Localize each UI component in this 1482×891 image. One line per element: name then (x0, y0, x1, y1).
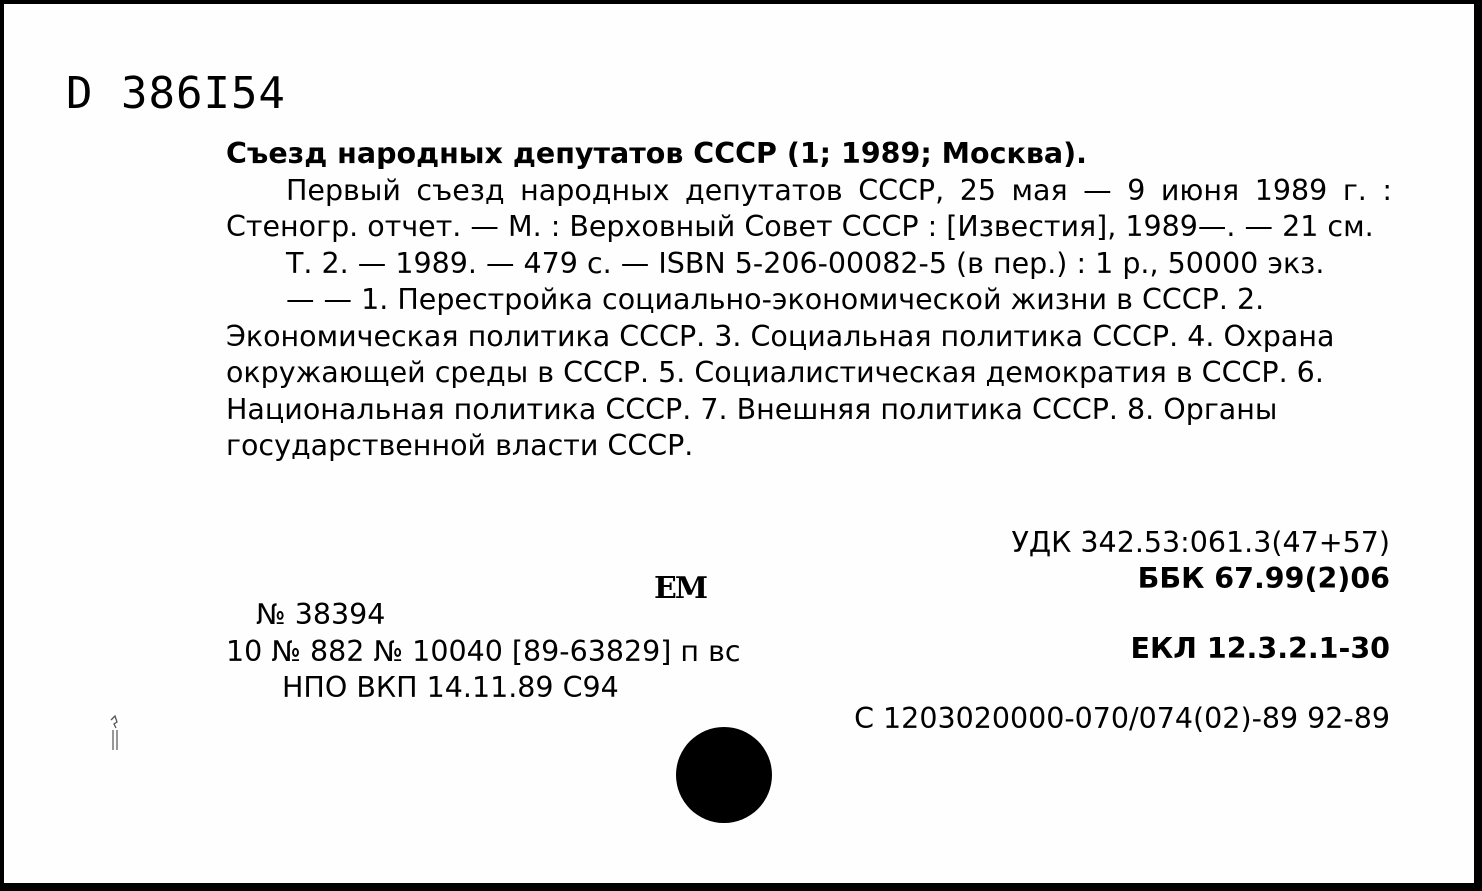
catalog-code: С 1203020000-070/074(02)-89 92-89 (854, 702, 1390, 735)
bbk-code: ББК 67.99(2)06 (1137, 562, 1390, 595)
accession-number: № 38394 (256, 598, 386, 631)
title-statement: Первый съезд народных депутатов СССР, 25 мая — 9 июня 1989 г. : Стеногр. отчет. — М. : Верховный Совет СССР : [Известия], 1989—. — 21 см. (226, 173, 1392, 243)
organization-line: НПО ВКП 14.11.89 С94 (282, 671, 619, 704)
ekl-code: ЕКЛ 12.3.2.1-30 (1130, 632, 1390, 665)
bibliographic-description (226, 136, 1392, 465)
punch-hole (676, 727, 772, 823)
catalog-card (4, 4, 1474, 883)
call-number: D 386I54 (66, 68, 286, 119)
udk-code: УДК 342.53:061.3(47+57) (1011, 526, 1390, 559)
order-line: 10 № 882 № 10040 [89-63829] п вс (226, 635, 741, 668)
stamp-mark: ЕМ (654, 571, 707, 606)
heading: Съезд народных депутатов СССР (1; 1989; Москва). (226, 137, 1087, 170)
volume-statement: Т. 2. — 1989. — 479 с. — ISBN 5-206-00082-5 (в пер.) : 1 р., 50000 экз. (286, 246, 1325, 280)
subject-headings: — — 1. Перестройка социально-экономической жизни в СССР. 2. Экономическая политика СССР. 3. Социальная политика СССР. 4. Охрана окружающей среды в СССР. 5. Социалистическая демократия в СССР. 6. Национальная политика СССР. 7. Внешняя политика СССР. 8. Органы государственной власти СССР. (226, 283, 1335, 462)
margin-pencil-mark (108, 714, 122, 754)
